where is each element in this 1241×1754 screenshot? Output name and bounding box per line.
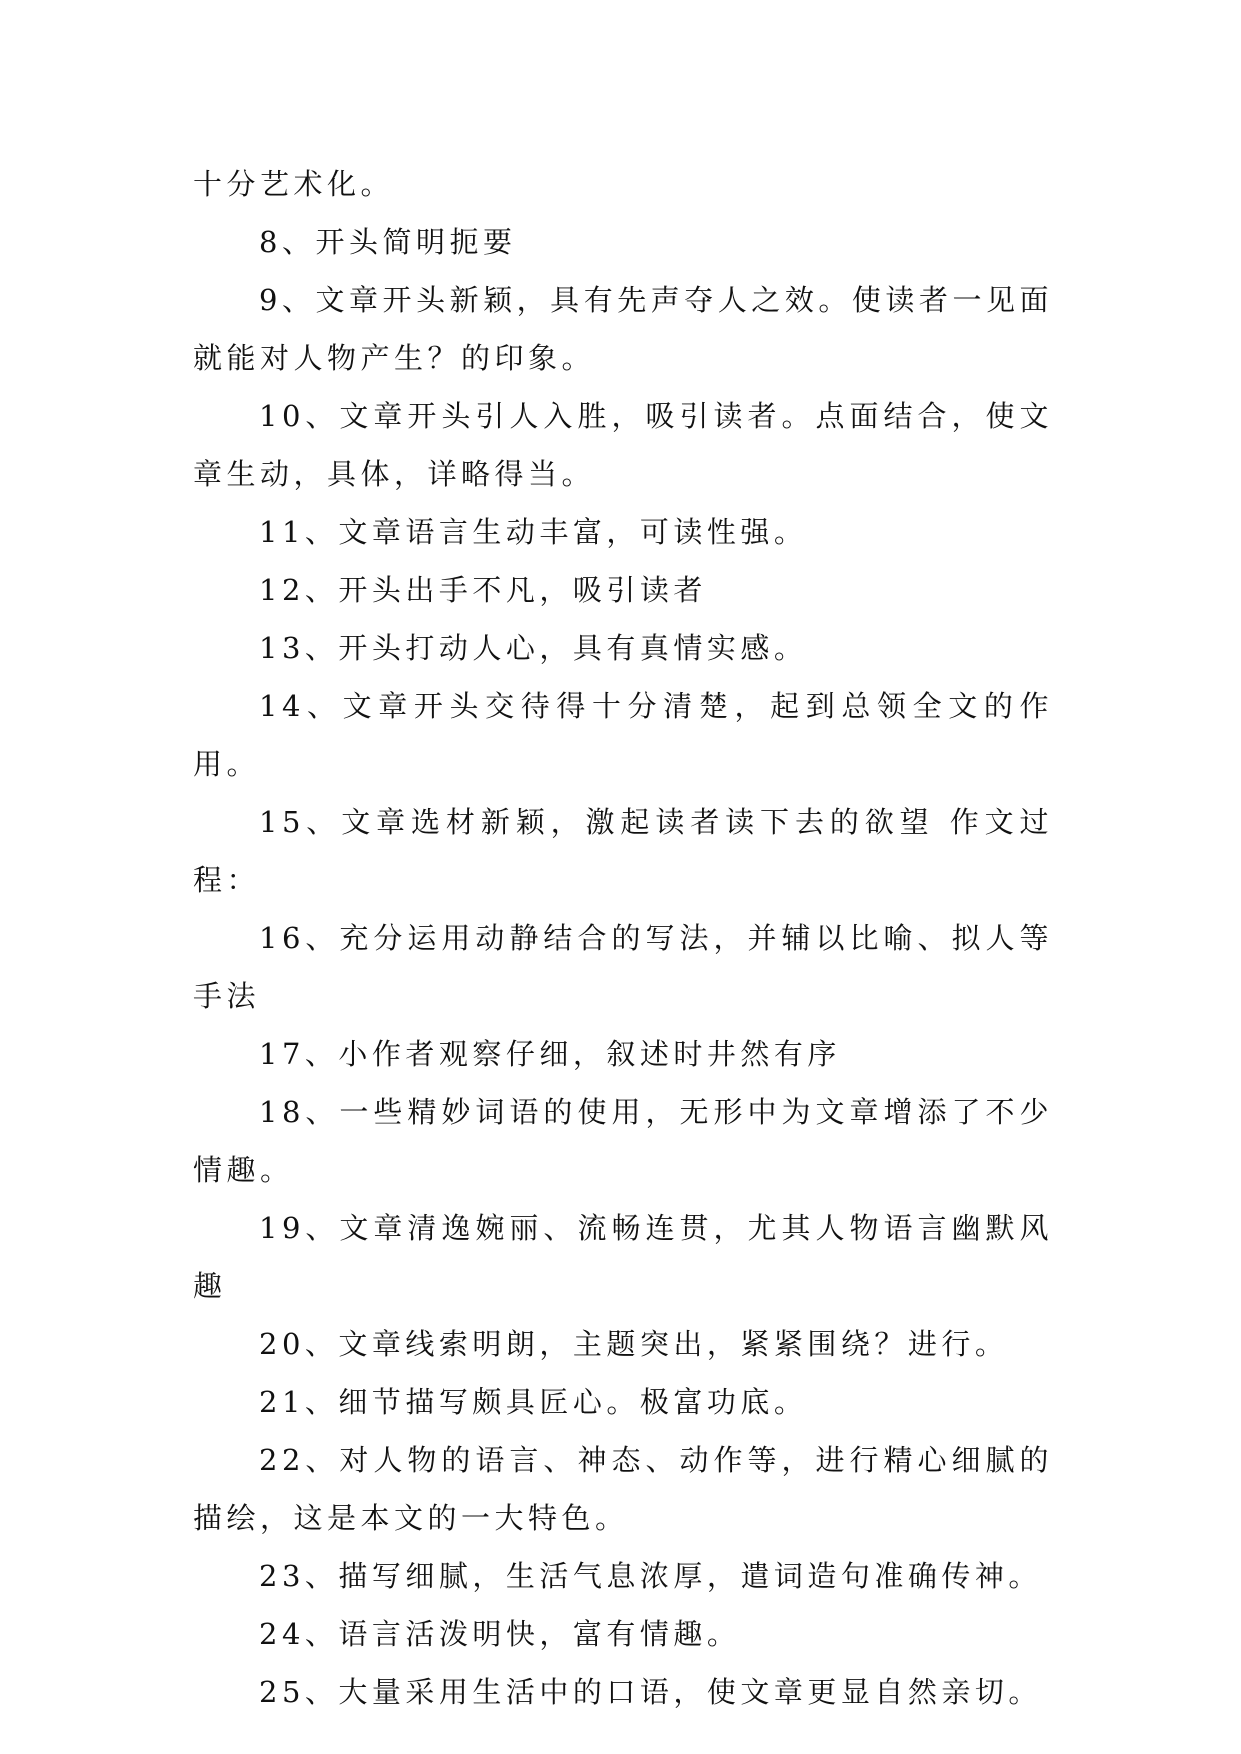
paragraph-item-10: 10、文章开头引人入胜，吸引读者。点面结合，使文章生动，具体，详略得当。 [193,399,1053,491]
paragraph-item-12: 12、开头出手不凡，吸引读者 [259,573,707,607]
paragraph-item-13: 13、开头打动人心，具有真情实感。 [259,631,808,665]
paragraph-item-15: 15、文章选材新颖，激起读者读下去的欲望 作文过程： [193,805,1053,897]
paragraph-item-20: 20、文章线索明朗，主题突出，紧紧围绕？进行。 [259,1327,1009,1361]
paragraph-item-11: 11、文章语言生动丰富，可读性强。 [259,515,808,549]
paragraph-item-14: 14、文章开头交待得十分清楚，起到总领全文的作用。 [193,689,1053,781]
paragraph-item-23: 23、描写细腻，生活气息浓厚，遣词造句准确传神。 [259,1559,1042,1593]
paragraph-item-19: 19、文章清逸婉丽、流畅连贯，尤其人物语言幽默风趣 [193,1211,1053,1303]
paragraph-item-25: 25、大量采用生活中的口语，使文章更显自然亲切。 [259,1675,1042,1709]
paragraph-continuation: 十分艺术化。 [193,167,395,201]
paragraph-item-24: 24、语言活泼明快，富有情趣。 [259,1617,741,1651]
paragraph-item-8: 8、开头简明扼要 [259,225,517,259]
paragraph-item-18: 18、一些精妙词语的使用，无形中为文章增添了不少情趣。 [193,1095,1053,1187]
paragraph-item-22: 22、对人物的语言、神态、动作等，进行精心细腻的描绘，这是本文的一大特色。 [193,1443,1053,1535]
document-page [193,155,1053,1721]
paragraph-item-9: 9、文章开头新颖，具有先声夺人之效。使读者一见面就能对人物产生？的印象。 [193,283,1053,375]
paragraph-item-16: 16、充分运用动静结合的写法，并辅以比喻、拟人等手法 [193,921,1053,1013]
paragraph-item-21: 21、细节描写颇具匠心。极富功底。 [259,1385,808,1419]
paragraph-item-17: 17、小作者观察仔细，叙述时井然有序 [259,1037,841,1071]
